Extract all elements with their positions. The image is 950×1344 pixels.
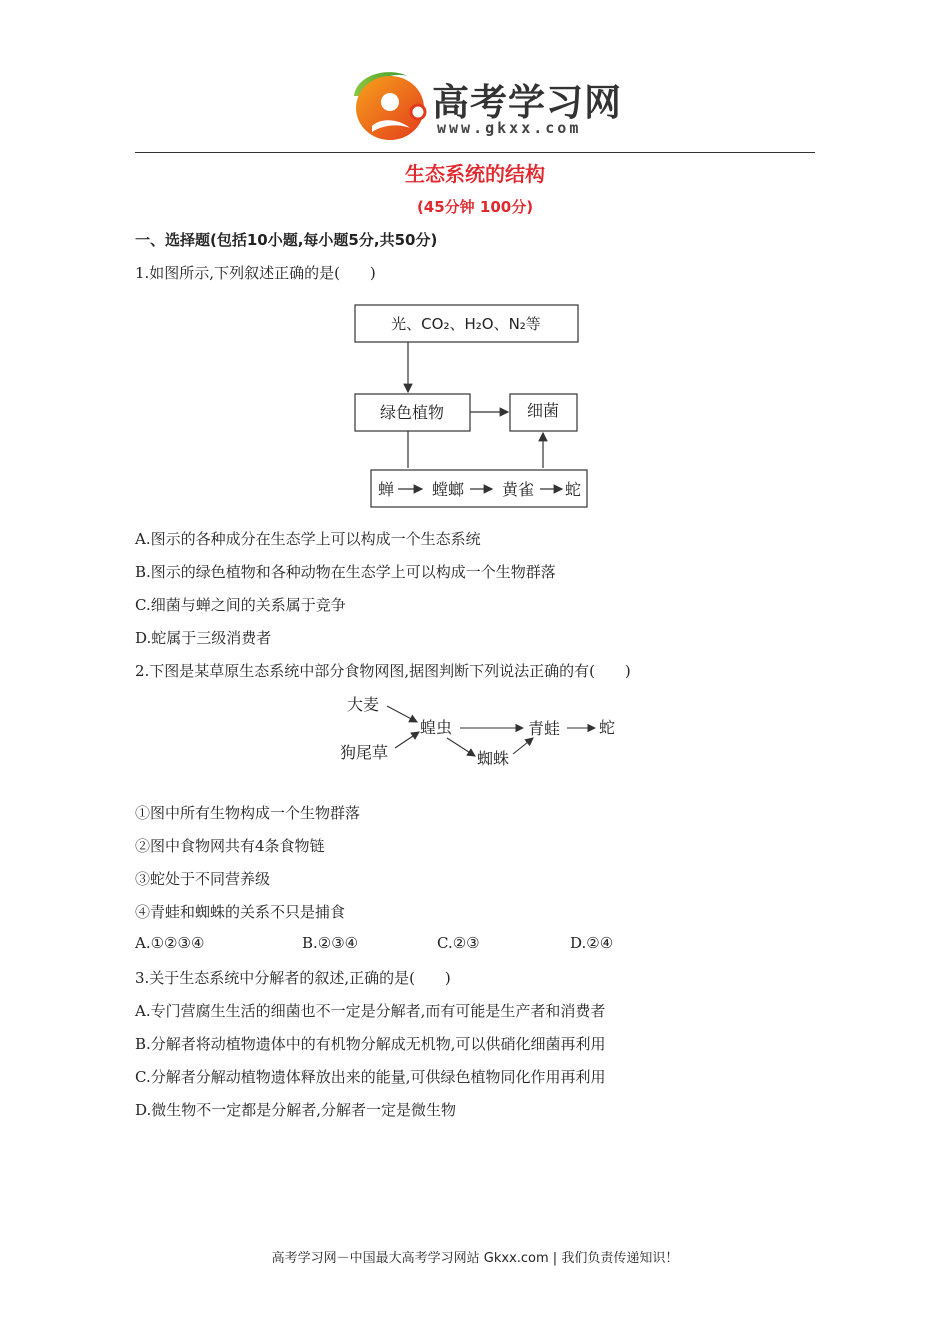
question-3-stem: 3.关于生态系统中分解者的叙述,正确的是( ) (135, 969, 451, 987)
question-1-stem: 1.如图所示,下列叙述正确的是( ) (135, 264, 376, 282)
question-1-option-b: B.图示的绿色植物和各种动物在生态学上可以构成一个生物群落 (135, 563, 556, 581)
arrow-foxtail-locust (395, 732, 419, 748)
question-3-option-a: A.专门营腐生生活的细菌也不一定是分解者,而有可能是生产者和消费者 (135, 1002, 606, 1020)
question-2-statement-3: ③蛇处于不同营养级 (135, 870, 271, 888)
question-1-option-a: A.图示的各种成分在生态学上可以构成一个生态系统 (135, 530, 481, 548)
question-1-diagram (350, 300, 595, 512)
question-2-option-c: C.②③ (437, 934, 480, 952)
foxtail-label: 狗尾草 (340, 743, 389, 762)
question-2-statement-4: ④青蛙和蜘蛛的关系不只是捕食 (135, 903, 346, 921)
question-2-option-a: A.①②③④ (135, 934, 205, 952)
logo-title: 高考学习网 (432, 81, 622, 124)
mantis-label: 螳螂 (431, 480, 465, 499)
header-rule (135, 152, 815, 153)
question-1-option-c: C.细菌与蝉之间的关系属于竞争 (135, 596, 346, 614)
logo-url: www.gkxx.com (437, 119, 582, 137)
question-2-food-web (335, 688, 625, 778)
section-heading: 一、选择题(包括10小题,每小题5分,共50分) (135, 231, 438, 249)
abiotic-label: 光、CO₂、H₂O、N₂等 (391, 315, 541, 333)
oriole-label: 黄雀 (501, 480, 535, 499)
question-1-option-d: D.蛇属于三级消费者 (135, 629, 272, 647)
arrow-barley-locust (387, 706, 417, 722)
question-3-option-d: D.微生物不一定都是分解者,分解者一定是微生物 (135, 1101, 457, 1119)
document-subtitle: (45分钟 100分) (416, 198, 534, 216)
question-2-option-b: B.②③④ (302, 934, 359, 952)
spider-label: 蜘蛛 (477, 749, 510, 768)
page-footer: 高考学习网－中国最大高考学习网站 Gkxx.com | 我们负责传递知识！ (271, 1251, 679, 1266)
locust-label: 蝗虫 (420, 718, 453, 737)
arrow-spider-frog (513, 738, 533, 754)
question-2-stem: 2.下图是某草原生态系统中部分食物网图,据图判断下列说法正确的有( ) (135, 662, 631, 680)
barley-label: 大麦 (347, 695, 380, 714)
question-2-statement-2: ②图中食物网共有4条食物链 (135, 837, 325, 855)
question-3-option-b: B.分解者将动植物遗体中的有机物分解成无机物,可以供硝化细菌再利用 (135, 1035, 606, 1053)
document-title: 生态系统的结构 (405, 162, 545, 186)
question-2-statement-1: ①图中所有生物构成一个生物群落 (135, 804, 361, 822)
snake-label: 蛇 (599, 718, 616, 737)
arrow-locust-spider (447, 738, 475, 756)
question-3-option-c: C.分解者分解动植物遗体释放出来的能量,可供绿色植物同化作用再利用 (135, 1068, 606, 1086)
bacteria-label: 细菌 (526, 401, 560, 420)
snake-label: 蛇 (564, 480, 582, 499)
cicada-label: 蝉 (377, 480, 395, 499)
frog-label: 青蛙 (528, 719, 561, 738)
plants-label: 绿色植物 (379, 403, 445, 422)
question-2-option-d: D.②④ (570, 934, 614, 952)
